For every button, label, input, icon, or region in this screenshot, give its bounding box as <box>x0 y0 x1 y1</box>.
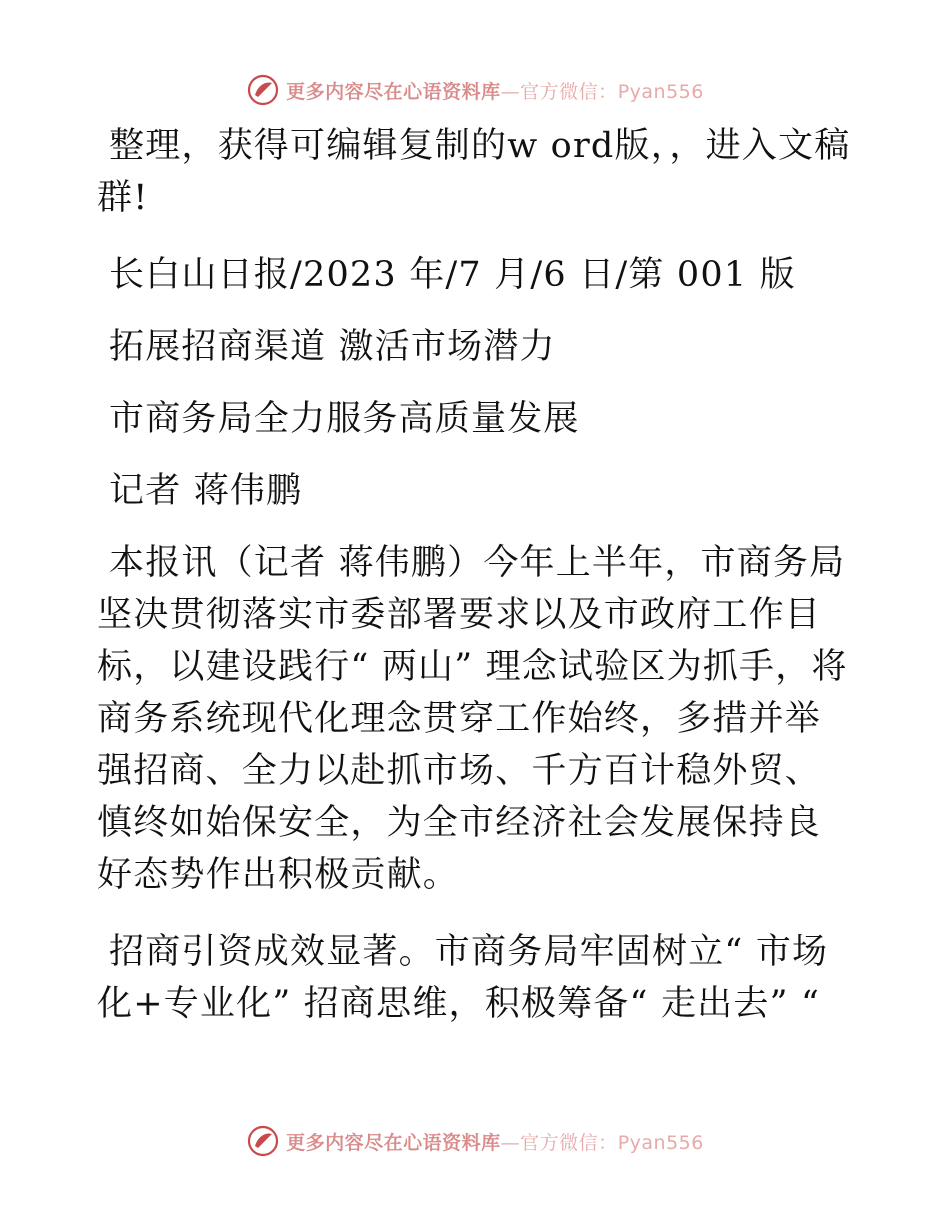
watermark-brand: 更多内容尽在心语资料库 <box>286 1131 501 1154</box>
footer-watermark <box>0 1121 950 1161</box>
header-watermark <box>0 70 950 110</box>
watermark-id: Pyan556 <box>617 80 704 103</box>
watermark-text <box>286 77 704 104</box>
byline: 记者 蒋伟鹏 <box>109 471 303 511</box>
watermark-text <box>286 1128 704 1155</box>
intro-paragraph: 整理，获得可编辑复制的w ord版，，进入文稿群! <box>97 126 851 218</box>
watermark-id: Pyan556 <box>617 1131 704 1154</box>
seal-logo-icon <box>246 1124 280 1158</box>
body-paragraph: 招商引资成效显著。市商务局牢固树立“ 市场化+专业化” 招商思维，积极筹备“ 走出去” “ <box>97 932 829 1024</box>
seal-logo-icon <box>246 73 280 107</box>
document-body <box>97 120 857 1055</box>
subheadline: 市商务局全力服务高质量发展 <box>109 399 580 439</box>
watermark-dash: — <box>500 80 521 103</box>
body-paragraph: 本报讯（记者 蒋伟鹏）今年上半年，市商务局坚决贯彻落实市委部署要求以及市政府工作目标，以建设践行“ 两山” 理念试验区为抓手，将商务系统现代化理念贯穿工作始终，多措并举强招商、全力以赴抓市场、千方百计稳外贸、慎终如始保安全，为全市经济社会发展保持良好态势作出积极贡献。 <box>97 543 848 895</box>
watermark-label: 官方微信： <box>520 80 618 103</box>
source-line: 长白山日报/2023 年/7 月/6 日/第 001 版 <box>109 255 796 295</box>
watermark-brand: 更多内容尽在心语资料库 <box>286 80 501 103</box>
watermark-label: 官方微信： <box>520 1131 618 1154</box>
headline: 拓展招商渠道 激活市场潜力 <box>109 327 556 367</box>
watermark-dash: — <box>500 1131 521 1154</box>
